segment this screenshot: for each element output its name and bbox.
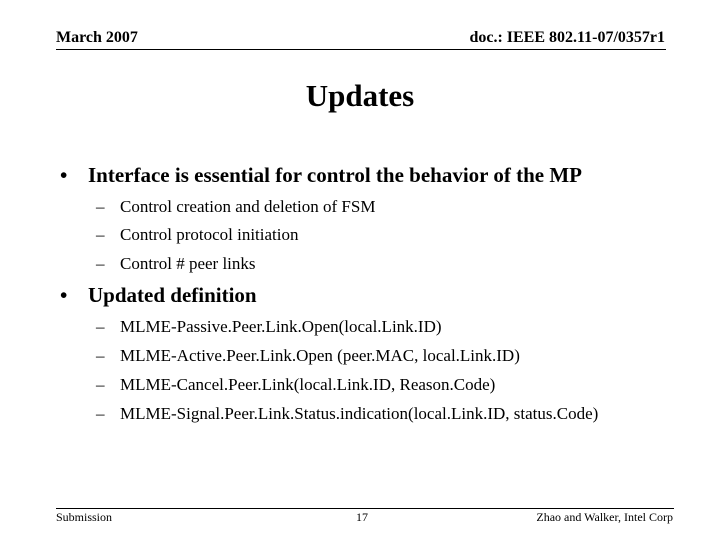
footer-divider	[56, 508, 674, 509]
sub-item-text: Control creation and deletion of FSM	[120, 197, 376, 216]
dash-icon: –	[96, 254, 105, 273]
footer-page-number: 17	[356, 510, 368, 524]
dash-icon: –	[96, 375, 105, 394]
dash-icon: –	[96, 346, 105, 365]
sub-item-text: Control # peer links	[120, 254, 256, 273]
bullet-interface	[60, 163, 582, 188]
bullet-updated-definition	[60, 283, 257, 308]
sub-item-text: MLME-Cancel.Peer.Link(local.Link.ID, Reason.Code)	[120, 375, 496, 394]
footer-submission: Submission	[56, 510, 113, 524]
sub-item-text: MLME-Active.Peer.Link.Open (peer.MAC, local.Link.ID)	[120, 346, 520, 365]
footer-authors: Zhao and Walker, Intel Corp	[536, 510, 673, 524]
sub-item-text: Control protocol initiation	[120, 225, 299, 244]
sub-item-text: MLME-Signal.Peer.Link.Status.indication(local.Link.ID, status.Code)	[120, 404, 599, 423]
header-date: March 2007	[56, 29, 138, 46]
dash-icon: –	[96, 197, 105, 216]
bullet-dot-icon: •	[60, 283, 68, 307]
header-divider	[56, 49, 666, 50]
bullet-text: Updated definition	[88, 283, 257, 307]
dash-icon: –	[96, 404, 105, 423]
dash-icon: –	[96, 225, 105, 244]
bullet-dot-icon: •	[60, 163, 68, 187]
sub-item-text: MLME-Passive.Peer.Link.Open(local.Link.ID)	[120, 317, 442, 336]
header-doc-id: doc.: IEEE 802.11-07/0357r1	[469, 29, 665, 46]
dash-icon: –	[96, 317, 105, 336]
slide-title: Updates	[305, 78, 415, 113]
bullet-text: Interface is essential for control the behavior of the MP	[88, 163, 582, 187]
